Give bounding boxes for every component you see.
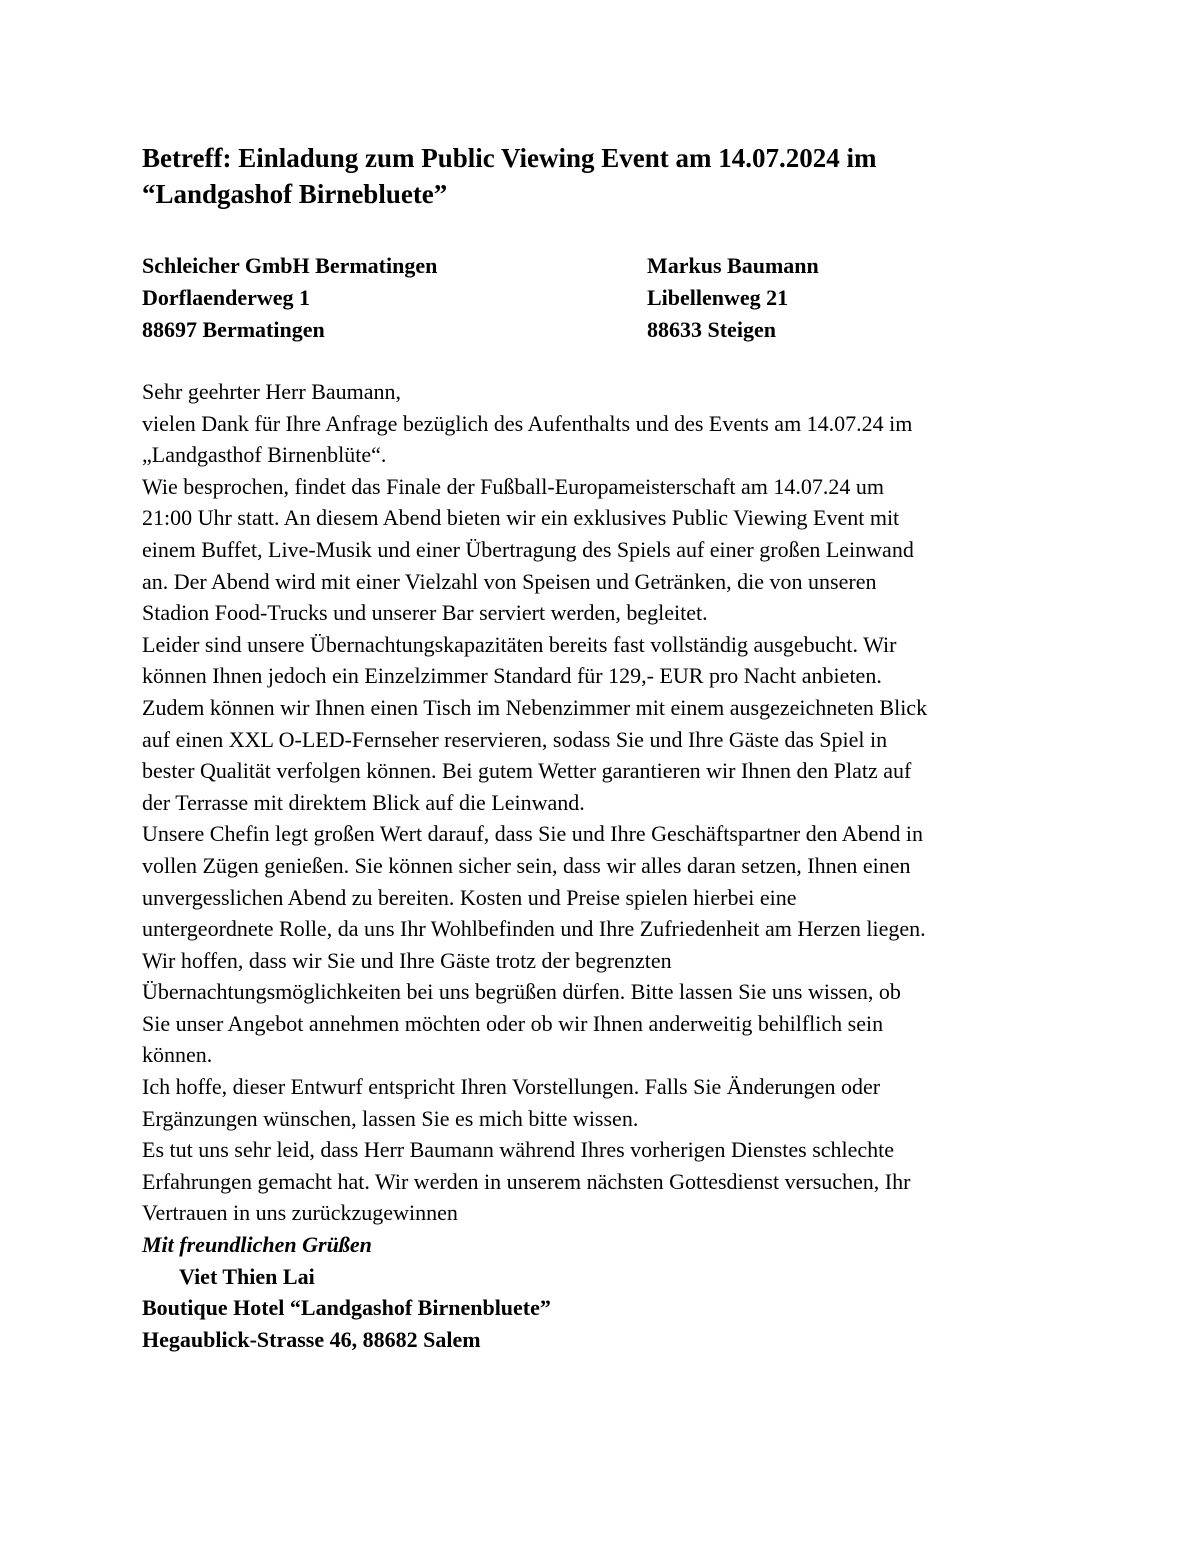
- sender-address: [142, 250, 437, 346]
- body-line: Sie unser Angebot annehmen möchten oder ob wir Ihnen anderweitig behilflich sein: [142, 1010, 884, 1036]
- body-line: Erfahrungen gemacht hat. Wir werden in unserem nächsten Gottesdienst versuchen, Ihr: [142, 1168, 911, 1194]
- sender-city: 88697 Bermatingen: [142, 317, 325, 342]
- body-line: Vertrauen in uns zurückzugewinnen: [142, 1200, 458, 1226]
- sender-name: Schleicher GmbH Bermatingen: [142, 253, 438, 278]
- body-line: Es tut uns sehr leid, dass Herr Baumann während Ihres vorherigen Dienstes schlechte: [142, 1137, 895, 1163]
- letter-body: [142, 376, 1062, 1355]
- body-line: Leider sind unsere Übernachtungskapazitäten bereits fast vollständig ausgebucht. Wir: [142, 631, 897, 657]
- body-line: vollen Zügen genießen. Sie können sicher sein, dass wir alles daran setzen, Ihnen einen: [142, 852, 911, 878]
- recipient-street: Libellenweg 21: [647, 285, 789, 310]
- subject-line-2: “Landgashof Birnebluete”: [142, 179, 448, 209]
- subject-heading: [142, 140, 1042, 212]
- body-line: Unsere Chefin legt großen Wert darauf, dass Sie und Ihre Geschäftspartner den Abend in: [142, 821, 924, 847]
- body-line: können.: [142, 1042, 213, 1068]
- body-line: Ich hoffe, dieser Entwurf entspricht Ihren Vorstellungen. Falls Sie Änderungen oder: [142, 1074, 881, 1100]
- body-line: Wir hoffen, dass wir Sie und Ihre Gäste trotz der begrenzten: [142, 947, 672, 973]
- sender-street: Dorflaenderweg 1: [142, 285, 311, 310]
- recipient-address: [647, 250, 819, 346]
- body-line: 21:00 Uhr statt. An diesem Abend bieten wir ein exklusives Public Viewing Event mit: [142, 505, 900, 531]
- body-line: Stadion Food-Trucks und unserer Bar serviert werden, begleitet.: [142, 600, 708, 626]
- body-line: untergeordnete Rolle, da uns Ihr Wohlbefinden und Ihre Zufriedenheit am Herzen liegen.: [142, 916, 926, 942]
- body-line: Zudem können wir Ihnen einen Tisch im Nebenzimmer mit einem ausgezeichneten Blick: [142, 694, 928, 720]
- body-line: auf einen XXL O-LED-Fernseher reservieren, sodass Sie und Ihre Gäste das Spiel in: [142, 726, 888, 752]
- closing-greeting: Mit freundlichen Grüßen: [142, 1232, 372, 1258]
- body-line: Sehr geehrter Herr Baumann,: [142, 379, 402, 404]
- body-line: „Landgasthof Birnenblüte“.: [142, 442, 387, 468]
- body-line: können Ihnen jedoch ein Einzelzimmer Standard für 129,- EUR pro Nacht anbieten.: [142, 663, 882, 689]
- hotel-name: Boutique Hotel “Landgashof Birnenbluete”: [142, 1295, 551, 1321]
- body-line: vielen Dank für Ihre Anfrage bezüglich des Aufenthalts und des Events am 14.07.24 im: [142, 410, 913, 436]
- body-line: der Terrasse mit direktem Blick auf die Leinwand.: [142, 789, 585, 815]
- recipient-city: 88633 Steigen: [647, 317, 776, 342]
- hotel-address: Hegaublick-Strasse 46, 88682 Salem: [142, 1326, 481, 1352]
- recipient-name: Markus Baumann: [647, 253, 819, 278]
- body-line: einem Buffet, Live-Musik und einer Übertragung des Spiels auf einer großen Leinwand: [142, 536, 914, 562]
- subject-line-1: Betreff: Einladung zum Public Viewing Event am 14.07.2024 im: [142, 143, 877, 173]
- body-line: Übernachtungsmöglichkeiten bei uns begrüßen dürfen. Bitte lassen Sie uns wissen, ob: [142, 979, 901, 1005]
- body-line: Wie besprochen, findet das Finale der Fußball-Europameisterschaft am 14.07.24 um: [142, 473, 885, 499]
- body-line: unvergesslichen Abend zu bereiten. Kosten und Preise spielen hierbei eine: [142, 884, 797, 910]
- body-line: an. Der Abend wird mit einer Vielzahl von Speisen und Getränken, die von unseren: [142, 568, 877, 594]
- signer-name: Viet Thien Lai: [179, 1263, 315, 1289]
- body-line: Ergänzungen wünschen, lassen Sie es mich bitte wissen.: [142, 1105, 639, 1131]
- body-line: bester Qualität verfolgen können. Bei gutem Wetter garantieren wir Ihnen den Platz auf: [142, 758, 912, 784]
